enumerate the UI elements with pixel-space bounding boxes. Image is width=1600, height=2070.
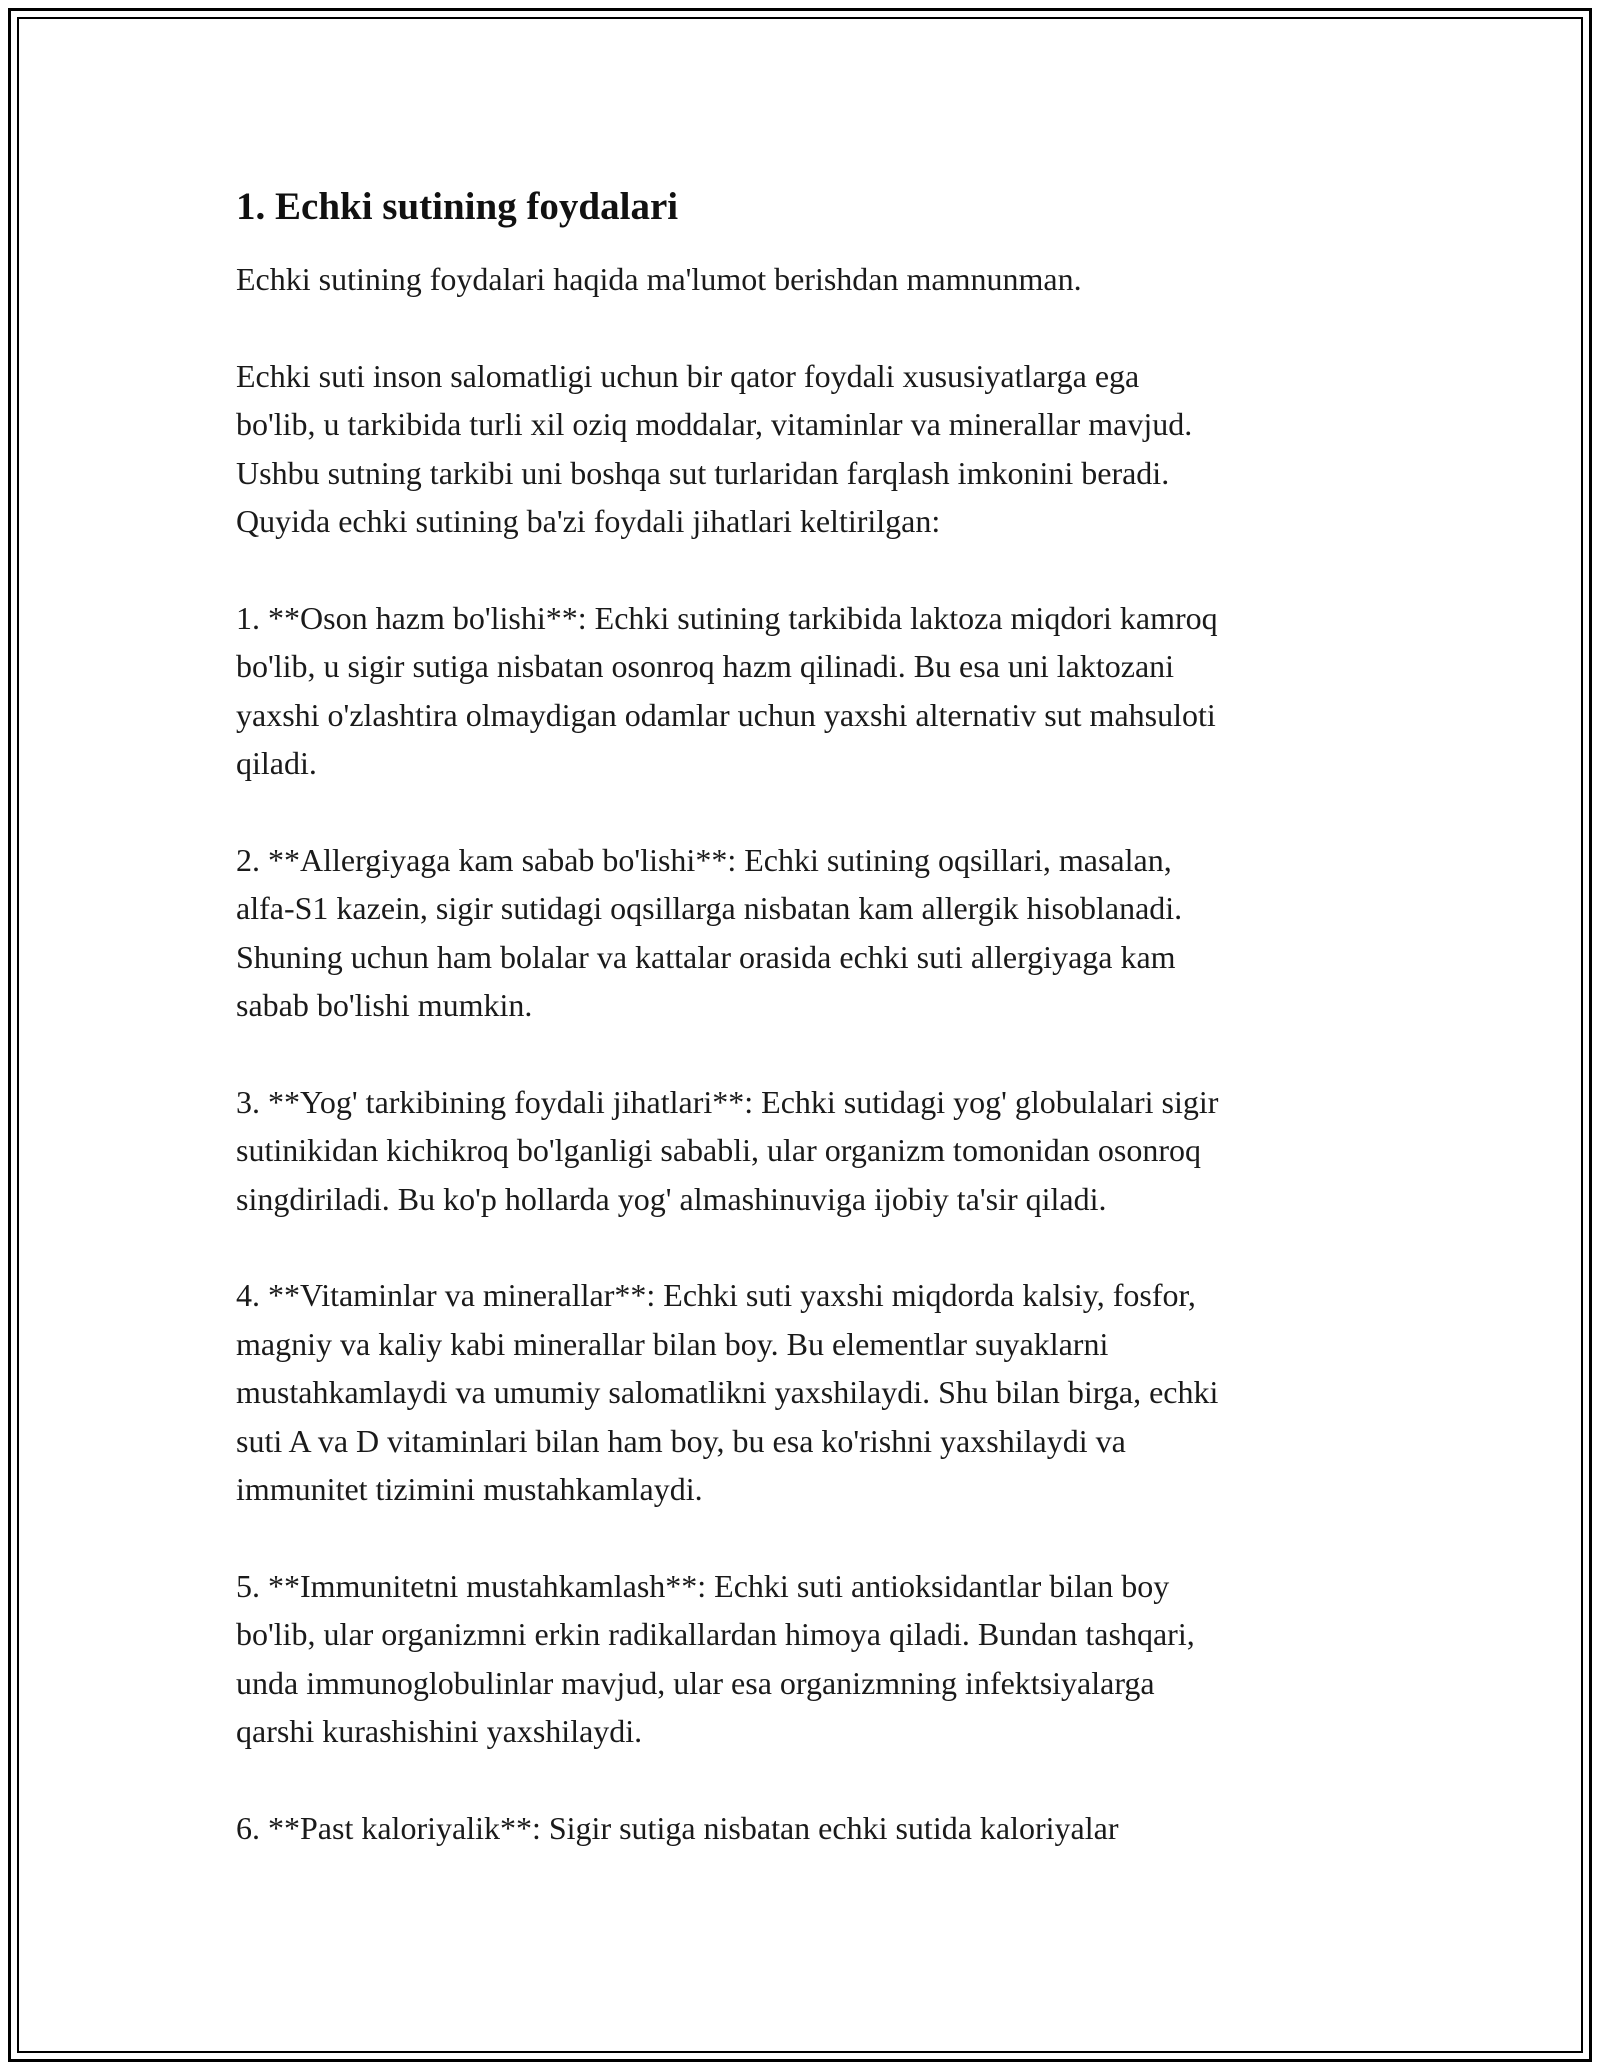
list-item-low-allergy: 2. **Allergiyaga kam sabab bo'lishi**: Echki sutining oqsillari, masalan, alfa-S1 kazein, sigir sutidagi oqsillarga nisbatan kam allergik hisoblanadi. Shuning uchun ham bolalar va kattalar orasida echki suti allergiyaga kam sabab bo'lishi mumkin. (236, 841, 1183, 1024)
list-item-easy-digestion: 1. **Oson hazm bo'lishi**: Echki sutining tarkibida laktoza miqdori kamroq bo'lib, u sigir sutiga nisbatan osonroq hazm qilinadi. Bu esa uni laktozani yaxshi o'zlashtira olmaydigan odamlar uchun yaxshi alternativ sut mahsuloti qiladi. (236, 599, 1218, 782)
overview-paragraph: Echki suti inson salomatligi uchun bir qator foydali xususiyatlarga ega bo'lib, u tarkibida turli xil oziq moddalar, vitaminlar va minerallar mavjud. Ushbu sutning tarkibi uni boshqa sut turlaridan farqlash imkonini beradi. Quyida echki sutining ba'zi foydali jihatlari keltirilgan: (236, 357, 1193, 540)
document-body (236, 183, 1396, 1852)
list-item-low-calorie: 6. **Past kaloriyalik**: Sigir sutiga nisbatan echki sutida kaloriyalar (236, 1809, 1119, 1846)
list-item-immunity: 5. **Immunitetni mustahkamlash**: Echki suti antioksidantlar bilan boy bo'lib, ular organizmni erkin radikallardan himoya qiladi. Bundan tashqari, unda immunoglobulinlar mavjud, ular esa organizmning infektsiyalarga qarshi kurashishini yaxshilaydi. (236, 1567, 1195, 1750)
list-item-vitamins-minerals: 4. **Vitaminlar va minerallar**: Echki suti yaxshi miqdorda kalsiy, fosfor, magniy va kaliy kabi minerallar bilan boy. Bu elementlar suyaklarni mustahkamlaydi va umumiy salomatlikni yaxshilaydi. Shu bilan birga, echki suti A va D vitaminlari bilan ham boy, bu esa ko'rishni yaxshilaydi va immunitet tizimini mustahkamlaydi. (236, 1277, 1219, 1508)
document-heading: 1. Echki sutining foydalari (236, 185, 679, 228)
list-item-fat-content: 3. **Yog' tarkibining foydali jihatlari**: Echki sutidagi yog' globulalari sigir sutinikidan kichikroq bo'lganligi sababli, ular organizm tomonidan osonroq singdiriladi. Bu ko'p hollarda yog' almashinuviga ijobiy ta'sir qiladi. (236, 1083, 1219, 1217)
intro-paragraph: Echki sutining foydalari haqida ma'lumot berishdan mamnunman. (236, 261, 1082, 297)
